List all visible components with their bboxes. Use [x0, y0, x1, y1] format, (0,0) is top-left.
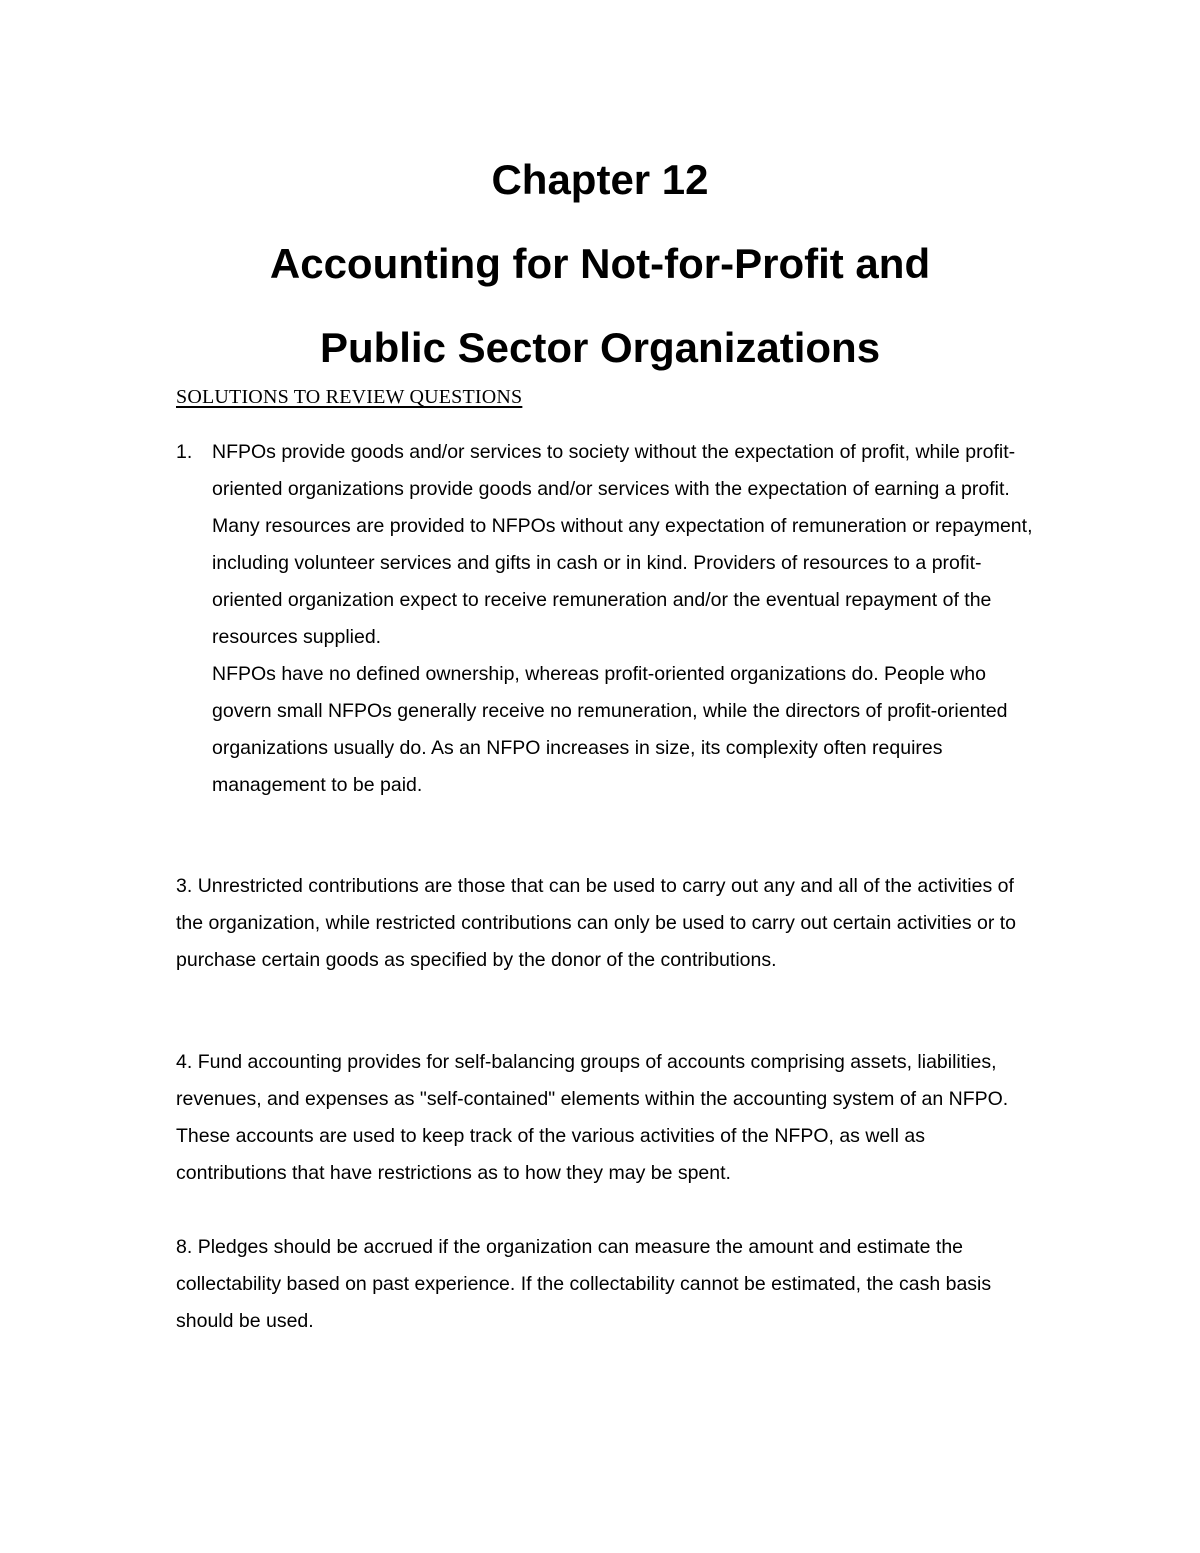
- answer-4: [176, 1044, 1036, 1192]
- chapter-title: [0, 138, 1200, 390]
- answer-number: 8.: [176, 1236, 193, 1258]
- answer-paragraph: [176, 1044, 1036, 1192]
- answer-paragraph: NFPOs provide goods and/or services to society without the expectation of profit, while profit-oriented organizations provide goods and/or services with the expectation of earning a profit.: [212, 441, 1016, 500]
- answer-number: 3.: [176, 875, 193, 897]
- answer-number: 4.: [176, 1051, 193, 1073]
- answer-1: [176, 434, 1036, 804]
- answer-text: Fund accounting provides for self-balancing groups of accounts comprising assets, liabilities, revenues, and expenses as "self-contained" elements within the accounting system of an NFPO. These accounts are used to keep track of the various activities of the NFPO, as well as contributions that have restrictions as to how they may be spent.: [176, 1051, 1009, 1184]
- answer-paragraph: [176, 1229, 1036, 1340]
- answer-number: 1.: [176, 441, 193, 463]
- title-line-subject-1: Accounting for Not-for-Profit and: [269, 240, 931, 287]
- answer-paragraph: [176, 868, 1036, 979]
- answer-paragraph: NFPOs have no defined ownership, whereas profit-oriented organizations do. People who govern small NFPOs generally receive no remuneration, while the directors of profit-oriented organizations usually do. As an NFPO increases in size, its complexity often requires management to be paid.: [212, 663, 1008, 796]
- title-line-subject-2: Public Sector Organizations: [319, 324, 881, 371]
- title-line-chapter: Chapter 12: [491, 156, 709, 203]
- answer-paragraph: Many resources are provided to NFPOs without any expectation of remuneration or repayment, including volunteer services and gifts in cash or in kind. Providers of resources to a profit-oriented organization expect to receive remuneration and/or the eventual repayment of the resources supplied.: [212, 515, 1033, 648]
- answer-8: [176, 1229, 1036, 1340]
- answer-body: [212, 434, 1036, 804]
- answer-3: [176, 868, 1036, 979]
- answer-text: Unrestricted contributions are those that can be used to carry out any and all of the activities of the organization, while restricted contributions can only be used to carry out certain activities or to purchase certain goods as specified by the donor of the contributions.: [176, 875, 1017, 971]
- answer-text: Pledges should be accrued if the organization can measure the amount and estimate the collectability based on past experience. If the collectability cannot be estimated, the cash basis should be used.: [176, 1236, 992, 1332]
- section-heading: SOLUTIONS TO REVIEW QUESTIONS: [176, 386, 523, 408]
